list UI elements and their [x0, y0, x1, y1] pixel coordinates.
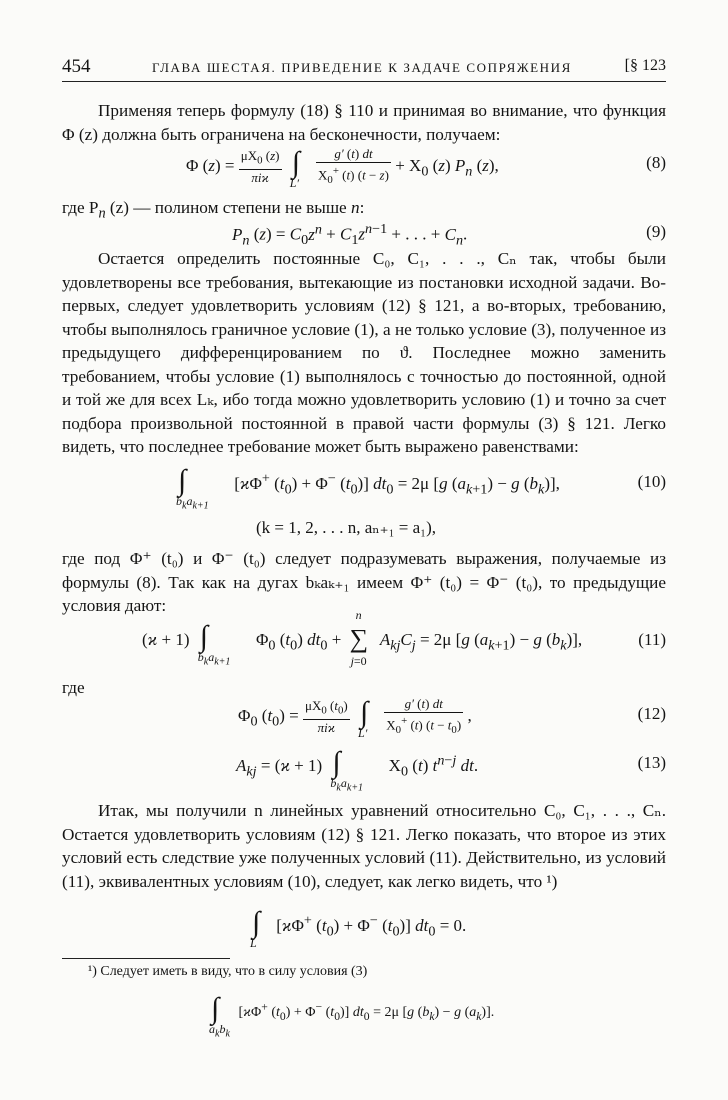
paragraph-phi: где под Φ⁺ (t₀) и Φ⁻ (t₀) следует подразумевать выражения, получаемые из формулы (8). Так как на дугах bₖaₖ₊₁ имеем Φ⁺ (t₀) = Φ⁻ (t₀), то предыдущие условия дают:: [62, 549, 666, 615]
equation-12: $\Phi_0$ $(t_0)$ = $\mu X_0$ $(t_0)$ πiϰ ∫ L′ $\frac{g' (t) dt}{X_0^+ (t) (t - t_0)}$ ,: [238, 695, 472, 740]
footnote-text: ¹) Следует иметь в виду, что в силу условия (3): [88, 964, 368, 979]
paragraph-constants: Остается определить постоянные C₀, C₁, . . ., Cₙ так, чтобы были удовлетворены все требования, вытекающие из постановки исходной задачи. Во-первых, следует удовлетворить условиям (12) § 121, а во-вторых, требованию, чтобы выполнялось граничное условие (1), а не только условие (3), полученное из предыдущего дифференцированием по ϑ. Последнее можно заменить требованием, чтобы условие (1) выполнялось с точностью до постоянной, одной и той же для всех Lₖ, ибо тогда можно удовлетворить условию (1) и точно за счет подбора произвольной постоянной в правой части формулы (3) § 121. Легко видеть, что последнее требование может быть выражено равенствами:: [62, 249, 666, 456]
page-number: 454: [62, 56, 91, 77]
chapter-title: ГЛАВА ШЕСТАЯ. ПРИВЕДЕНИЕ К ЗАДАЧЕ СОПРЯЖЕНИЯ: [152, 60, 572, 75]
equation-8-number: (8): [646, 153, 666, 172]
equation-10: ∫ $b_ka_{k+1}$ [ϰΦ+ $(t_0) + \Phi^-$ $(t_0)$] $dt_0 = 2\mu$ [g $(a_{k+1}) - g$ $(b_k)$],: [176, 464, 560, 512]
equation-9-number: (9): [646, 222, 666, 241]
paragraph-intro: Применяя теперь формулу (18) § 110 и принимая во внимание, что функция Φ (z) должна быть ограничена на бесконечности, получаем:: [62, 101, 666, 144]
equation-9: $P_n$ $(z) = C_0z^n + C_1z^{n-1}$ + . . . + $C_n$.: [232, 221, 468, 249]
footnote-equation: ∫ $a_kb_k$ [ϰΦ+ $(t_0) + \Phi^-$ $(t_0)$] $dt_0 = 2\mu$ [g $(b_k) - g$ $(a_k)$].: [209, 992, 495, 1040]
section-marker: [§ 123: [624, 57, 666, 74]
equation-11-number: (11): [638, 630, 666, 649]
paragraph-where: где: [62, 678, 85, 697]
footnote-rule: [62, 958, 230, 959]
paragraph-conclusion: Итак, мы получили n линейных уравнений относительно C₀, C₁, . . ., Cₙ. Остается удовлетворить условиям (12) § 121. Легко показать, что второе из этих условий есть следствие уже полученных условий (11). Действительно, из условий (11), эквивалентных условиям (10), следует, как легко видеть, что ¹): [62, 801, 666, 891]
equation-8: Φ (z) = $\mu X_0$ (z) πiϰ ∫ L′ $\frac{g' (t) dt}{X_0^+ (t) (t - z)}$ + $X_0$ (z) $P_n$ (z),: [186, 145, 499, 190]
equation-12-number: (12): [637, 704, 666, 723]
equation-11: (ϰ + 1) ∫ $b_ka_{k+1}$ $\Phi_0$ $(t_0) dt_0$ + n ∑ j=0 $A_{kj}C_j = 2\mu$ [g $(a_{k+1}) - g$ $(b_k)$],: [142, 608, 583, 668]
equation-13: $A_{kj} = (ϰ + 1)$ ∫ $b_ka_{k+1}$ $X_0$ (t) $t^{n-j}$ dt.: [236, 746, 479, 794]
polynomial-text-b: (z) — полином степени не выше: [105, 198, 351, 217]
equation-13-number: (13): [637, 753, 666, 772]
paragraph-polynomial: где $P_n$ (z) — полином степени не выше n:: [62, 198, 365, 222]
running-header: [62, 56, 666, 80]
equation-10-condition: (k = 1, 2, . . . n, aₙ₊₁ = a₁),: [256, 518, 437, 537]
equation-unnumbered: ∫ L [ϰΦ+ $(t_0) + \Phi^-$ $(t_0)$] $dt_0 = 0$.: [250, 906, 467, 950]
header-rule: [62, 81, 666, 82]
polynomial-text-a: где P: [62, 198, 99, 217]
equation-10-number: (10): [637, 472, 666, 491]
